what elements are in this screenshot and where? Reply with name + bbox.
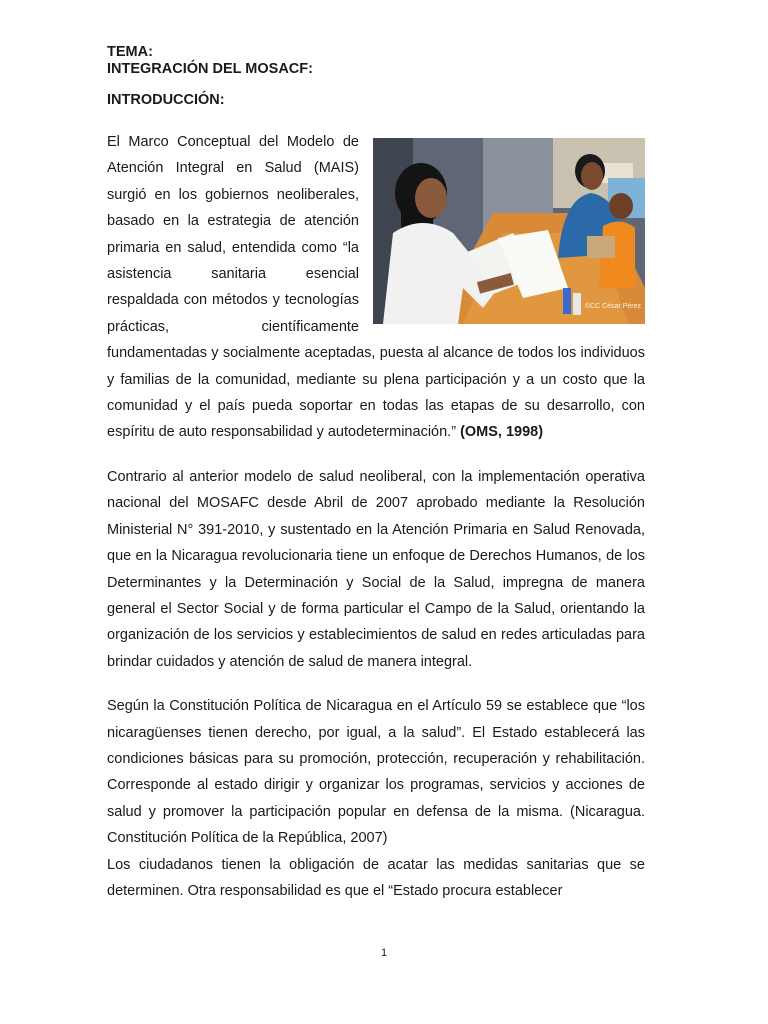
intro-heading: INTRODUCCIÓN: (107, 92, 225, 108)
paragraph-3: Según la Constitución Política de Nicaragua en el Artículo 59 se establece que “los nicaragüenses tienen derecho, por igual, a la salud”. El Estado establecerá las condiciones básicas para su promoción, protección, recuperación y rehabilitación. Corresponde al estado dirigir y organizar los programas, servicios y acciones de salud y promover la participación popular en defensa de la misma. (Nicaragua. Constitución Política de la República, 2007) (107, 698, 645, 847)
doctor-consultation-photo (373, 138, 645, 324)
photo-credit: ©CC César Pérez (584, 302, 641, 310)
paragraph-1 (107, 129, 645, 446)
paragraph-2: Contrario al anterior modelo de salud neoliberal, con la implementación operativa nacional del MOSAFC desde Abril de 2007 aprobado mediante la Resolución Ministerial N° 391-2010, y sustentado en la Atención Primaria en Salud Renovada, que en la Nicaragua revolucionaria tiene un enfoque de Derechos Humanos, de los Determinantes y la Determinación y Social de la Salud, impregna de manera general el Sector Social y de forma particular el Campo de la Salud, orientando la organización de los servicios y establecimientos de salud en redes articuladas para brindar cuidados y atención de salud de manera integral. (107, 468, 645, 670)
paragraph-1-citation: (OMS, 1998) (460, 424, 544, 441)
paragraph-1-text: El Marco Conceptual del Modelo de Atención Integral en Salud (MAIS) surgió en los gobiernos neoliberales, basado en la estrategia de atención primaria en salud, entendida como “la asistencia sanitaria esencial respaldada con métodos y tecnologías prácticas, científicamente fundamentadas y socialmente aceptadas, puesta al alcance de todos los individuos y familias de la comunidad, mediante su plena participación y a un costo que la comunidad y el país pueda soportar en todas las etapas de su desarrollo, con espíritu de auto responsabilidad y autodeterminación.” (107, 134, 645, 441)
paragraph-4: Los ciudadanos tienen la obligación de acatar las medidas sanitarias que se determinen. Otra responsabilidad es que el “Estado procura establecer (107, 856, 645, 899)
tema-label: TEMA: (107, 44, 153, 60)
document-page (107, 44, 645, 922)
page-number: 1 (380, 947, 388, 959)
document-title: INTEGRACIÓN DEL MOSACF: (107, 61, 313, 77)
